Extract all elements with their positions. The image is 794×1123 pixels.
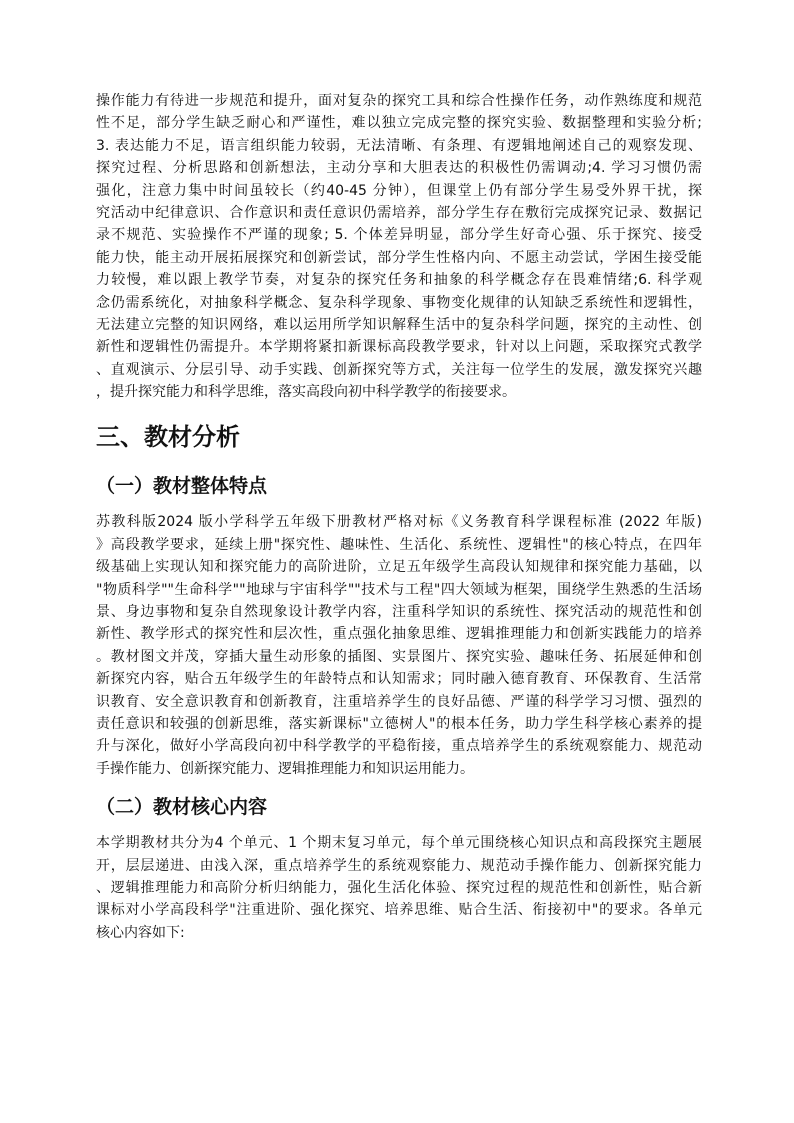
subsection-heading-overall-features: （一）教材整体特点 [96, 475, 268, 498]
document-page [96, 90, 702, 944]
text-line: 苏教科版2024 版小学科学五年级下册教材严格对标《义务教育科学课程标准 (2022 年版) [96, 514, 702, 531]
text-line: 操作能力有待进一步规范和提升，面对复杂的探究工具和综合性操作任务，动作熟练度和规范 [96, 93, 702, 109]
paragraph-overall-features [96, 511, 702, 780]
text-line: 强化，注意力集中时间虽较长（约40-45 分钟），但课堂上仍有部分学生易受外界干扰，探 [96, 182, 702, 199]
text-line: 力较慢，难以跟上教学节奏，对复杂的探究任务和抽象的科学概念存在畏难情绪;6. 科学观 [96, 272, 702, 289]
text-line: ，提升探究能力和科学思维，落实高段向初中科学教学的衔接要求。 [96, 384, 516, 401]
text-line: 、逻辑推理能力和高阶分析归纳能力，强化生活化体验、探究过程的规范性和创新性，贴合新 [96, 879, 702, 896]
paragraph-student-analysis [96, 90, 702, 403]
text-line: "物质科学""生命科学""地球与宇宙科学""技术与工程"四大领域为框架，围绕学生熟悉的生活场 [96, 581, 702, 598]
text-line: 究活动中纪律意识、合作意识和责任意识仍需培养，部分学生存在敷衍完成探究记录、数据记 [96, 204, 702, 221]
text-line: 念仍需系统化，对抽象科学概念、复杂科学现象、事物变化规律的认知缺乏系统性和逻辑性， [96, 294, 702, 311]
text-line: 录不规范、实验操作不严谨的现象; 5. 个体差异明显，部分学生好奇心强、乐于探究、接受 [96, 227, 702, 244]
text-line: 开，层层递进、由浅入深，重点培养学生的系统观察能力、规范动手操作能力、创新探究能力 [96, 857, 702, 874]
text-line: 无法建立完整的知识网络，难以运用所学知识解释生活中的复杂科学问题，探究的主动性、创 [96, 316, 702, 333]
text-line: 3. 表达能力不足，语言组织能力较弱，无法清晰、有条理、有逻辑地阐述自己的观察发现、 [96, 137, 702, 154]
text-line: 、直观演示、分层引导、动手实践、创新探究等方式，关注每一位学生的发展，激发探究兴趣 [96, 361, 702, 378]
text-line: 本学期教材共分为4 个单元、1 个期末复习单元，每个单元围绕核心知识点和高段探究主题展 [96, 835, 702, 852]
text-line: 能力快，能主动开展拓展探究和创新尝试，部分学生性格内向、不愿主动尝试，学困生接受能 [96, 249, 702, 266]
text-line: 升与深化，做好小学高段向初中科学教学的平稳衔接，重点培养学生的系统观察能力、规范动 [96, 738, 702, 755]
subsection-heading-core-content: （二）教材核心内容 [96, 796, 268, 819]
text-line: 景、身边事物和复杂自然现象设计教学内容，注重科学知识的系统性、探究活动的规范性和创 [96, 604, 702, 621]
text-line: 》高段教学要求，延续上册"探究性、趣味性、生活化、系统性、逻辑性"的核心特点，在四年 [96, 536, 702, 553]
text-line: 新探究内容，贴合五年级学生的年龄特点和认知需求；同时融入德育教育、环保教育、生活常 [96, 671, 702, 688]
text-line: 课标对小学高段科学"注重进阶、强化探究、培养思维、贴合生活、衔接初中"的要求。各单元 [96, 902, 702, 919]
text-line: 手操作能力、创新探究能力、逻辑推理能力和知识运用能力。 [96, 760, 474, 777]
text-line: 级基础上实现认知和探究能力的高阶进阶，立足五年级学生高段认知规律和探究能力基础，以 [96, 559, 702, 576]
text-line: 识教育、安全意识教育和创新教育，注重培养学生的良好品德、严谨的科学学习习惯、强烈的 [96, 693, 702, 710]
text-line: 责任意识和较强的创新思维，落实新课标"立德树人"的根本任务，助力学生科学核心素养的提 [96, 715, 702, 732]
text-line: 探究过程、分析思路和创新想法，主动分享和大胆表达的积极性仍需调动;4. 学习习惯仍需 [96, 160, 702, 177]
text-line: 新性、教学形式的探究性和层次性，重点强化抽象思维、逻辑推理能力和创新实践能力的培养 [96, 626, 702, 643]
text-line: 新性和逻辑性仍需提升。本学期将紧扣新课标高段教学要求，针对以上问题，采取探究式教学 [96, 339, 702, 356]
text-line: 性不足，部分学生缺乏耐心和严谨性，难以独立完成完整的探究实验、数据整理和实验分析; [96, 115, 702, 132]
section-heading-textbook-analysis: 三、教材分析 [96, 423, 240, 452]
paragraph-core-content [96, 832, 702, 944]
text-line: 。教材图文并茂，穿插大量生动形象的插图、实景图片、探究实验、趣味任务、拓展延伸和创 [96, 648, 702, 665]
text-line: 核心内容如下: [96, 924, 185, 941]
